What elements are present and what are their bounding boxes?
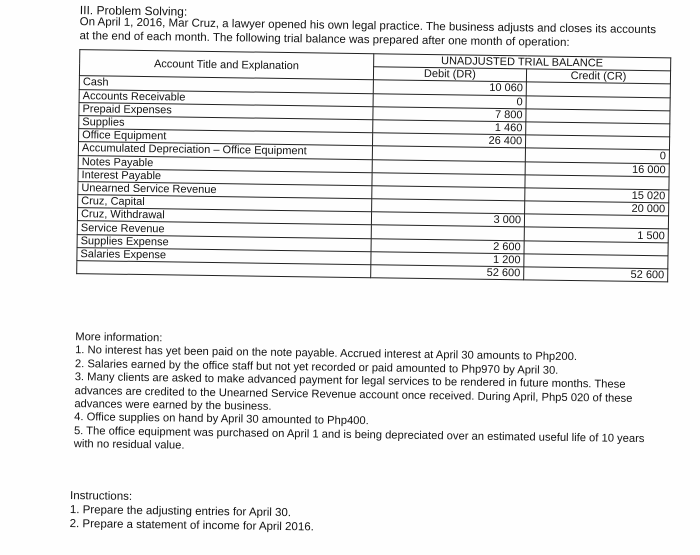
- credit-cell: 0: [525, 148, 669, 163]
- account-cell: Accumulated Depreciation – Office Equipment: [78, 142, 372, 159]
- credit-cell: 16 000: [525, 161, 669, 176]
- instruction-item: 2. Prepare a statement of income for April 2016.: [69, 518, 314, 534]
- more-information-item: 3. Many clients are asked to make advanced payment for legal services to be rendered in future months. These advances are credited to the Unearned Service Revenue account once received. During April, Php5 020 of these advances were earned by the business.: [74, 371, 633, 413]
- debit-cell: 3 000: [371, 212, 525, 227]
- account-cell: [77, 261, 371, 278]
- debit-cell: 0: [373, 93, 527, 108]
- credit-cell: 1 500: [524, 227, 668, 242]
- account-cell: Supplies: [79, 116, 373, 133]
- account-cell: Prepaid Expenses: [79, 102, 373, 119]
- account-cell: Accounts Receivable: [79, 89, 373, 106]
- account-cell: Cruz, Withdrawal: [77, 208, 371, 225]
- more-information-list: [74, 344, 665, 459]
- more-information-heading: More information:: [75, 331, 163, 345]
- credit-cell: 52 600: [524, 267, 668, 282]
- debit-cell: 26 400: [372, 133, 526, 148]
- account-cell: Cash: [79, 76, 373, 93]
- debit-cell: 1 460: [372, 120, 526, 135]
- instructions-list: [70, 503, 315, 534]
- account-cell: Interest Payable: [78, 168, 372, 185]
- trial-balance-table: [76, 49, 671, 282]
- instructions: [70, 489, 315, 534]
- more-information-item: 2. Salaries earned by the office staff but not yet recorded or paid amounted to Php970 by April 30.: [74, 357, 559, 377]
- problem-intro: On April 1, 2016, Mar Cruz, a lawyer opened his own legal practice. The business adjusts and closes its accounts at the end of each month. The following trial balance was prepared after one month of operation:: [79, 16, 657, 49]
- column-header-credit: Credit (CR): [526, 69, 670, 84]
- instructions-heading: Instructions:: [69, 490, 133, 503]
- account-cell: Salaries Expense: [77, 247, 371, 264]
- more-information-item: 5. The office equipment was purchased on April 1 and is being depreciated over an estimated useful life of 10 years with no residual value.: [73, 424, 645, 452]
- problem-heading: III. Problem Solving:: [79, 3, 188, 19]
- column-header-debit: Debit (DR): [373, 67, 527, 82]
- column-header-account: Account Title and Explanation: [79, 50, 373, 80]
- account-cell: Notes Payable: [78, 155, 372, 172]
- account-cell: Unearned Service Revenue: [78, 181, 372, 198]
- account-cell: Supplies Expense: [77, 234, 371, 251]
- credit-cell: 15 020: [525, 188, 669, 203]
- more-information-item: 4. Office supplies on hand by April 30 amounted to Php400.: [74, 411, 369, 428]
- credit-cell: 20 000: [525, 201, 669, 216]
- debit-cell: 1 200: [371, 252, 525, 267]
- account-cell: Cruz, Capital: [78, 195, 372, 212]
- debit-cell: 7 800: [373, 106, 527, 121]
- more-information: [74, 331, 666, 460]
- account-cell: Service Revenue: [77, 221, 371, 238]
- instruction-item: 1. Prepare the adjusting entries for April 30.: [69, 504, 292, 520]
- debit-cell: 10 060: [373, 80, 527, 95]
- account-cell: Office Equipment: [79, 129, 373, 146]
- column-header-group: UNADJUSTED TRIAL BALANCE: [373, 54, 670, 71]
- debit-cell: 52 600: [370, 265, 524, 280]
- more-information-item: 1. No interest has yet been paid on the note payable. Accrued interest at April 30 amounts to Php200.: [75, 344, 578, 364]
- debit-cell: 2 600: [371, 238, 525, 253]
